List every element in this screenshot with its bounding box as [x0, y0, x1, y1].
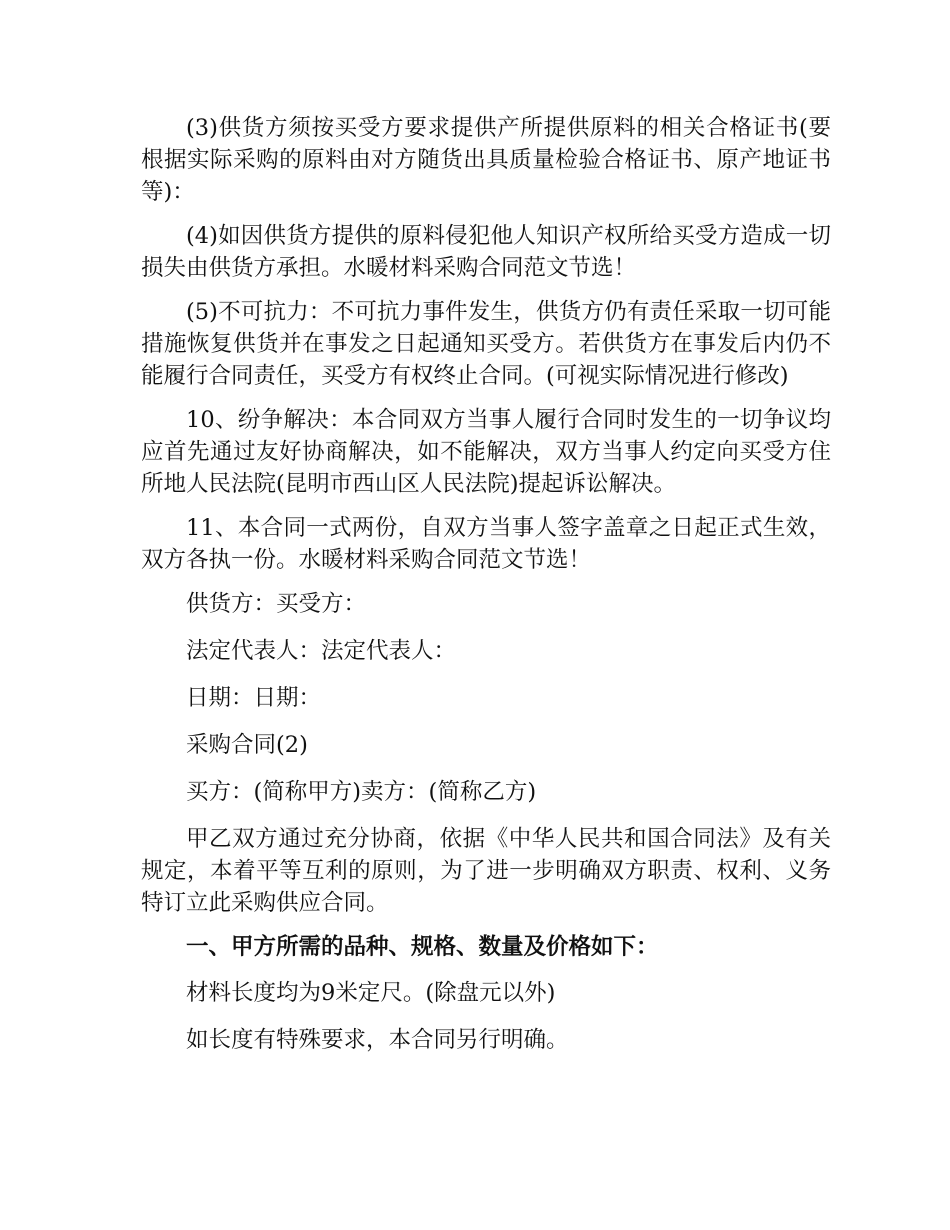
material-length-note: 材料长度均为9米定尺。(除盘元以外) — [186, 980, 556, 1006]
clause-11-copies: 11、本合同一式两份，自双方当事人签字盖章之日起正式生效，双方各执一份。水暖材料采购合同范文节选！ — [141, 515, 831, 573]
signature-representatives: 法定代表人：法定代表人： — [186, 638, 457, 664]
section-1-heading: 一、甲方所需的品种、规格、数量及价格如下： — [186, 934, 659, 960]
document-page — [141, 112, 831, 1071]
clause-5-force-majeure: (5)不可抗力：不可抗力事件发生，供货方仍有责任采取一切可能措施恢复供货并在事发之日起通知买受方。若供货方在事发后内仍不能履行合同责任，买受方有权终止合同。(可视实际情况进行修改) — [141, 299, 831, 389]
special-length-note: 如长度有特殊要求，本合同另行明确。 — [186, 1027, 569, 1053]
clause-3-certificates: (3)供货方须按买受方要求提供产所提供原料的相关合格证书(要根据实际采购的原料由对方随货出具质量检验合格证书、原产地证书等)： — [141, 115, 831, 205]
buyer-seller-line: 买方：(简称甲方)卖方：(简称乙方) — [186, 779, 537, 805]
signature-dates: 日期：日期： — [186, 685, 322, 711]
clause-10-dispute-resolution: 10、纷争解决：本合同双方当事人履行合同时发生的一切争议均应首先通过友好协商解决，如不能解决，双方当事人约定向买受方住所地人民法院(昆明市西山区人民法院)提起诉讼解决。 — [141, 407, 831, 497]
signature-parties: 供货方：买受方： — [186, 591, 367, 617]
clause-4-ip-infringement: (4)如因供货方提供的原料侵犯他人知识产权所给买受方造成一切损失由供货方承担。水暖材料采购合同范文节选！ — [141, 223, 831, 281]
contract-2-title: 采购合同(2) — [186, 732, 308, 758]
contract-preamble: 甲乙双方通过充分协商，依据《中华人民共和国合同法》及有关规定，本着平等互利的原则，为了进一步明确双方职责、权利、义务特订立此采购供应合同。 — [141, 826, 831, 916]
